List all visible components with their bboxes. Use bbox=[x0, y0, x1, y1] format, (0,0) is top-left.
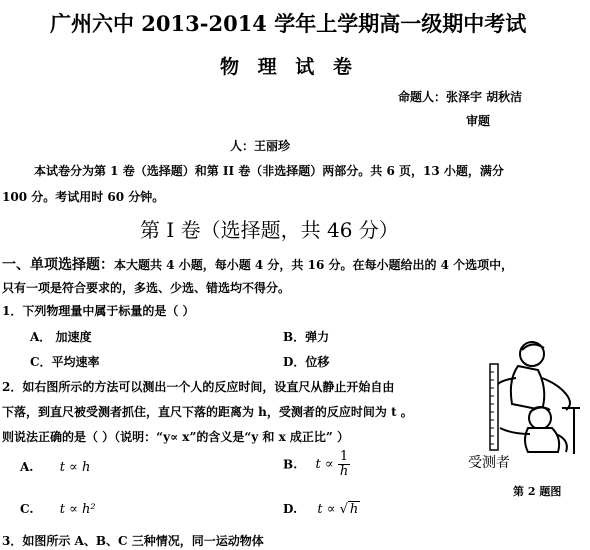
q2-line-3: 则说法正确的是（ ）（说明：“y∝ x”的含义是“y 和 x 成正比” ） bbox=[2, 430, 349, 444]
q2-option-c-label: C. bbox=[20, 502, 34, 516]
tester-body bbox=[511, 366, 544, 410]
ruler bbox=[490, 364, 498, 450]
q1-option-a: A． 加速度 bbox=[30, 330, 92, 344]
q2-option-a-expr: t ∝ h bbox=[59, 460, 91, 475]
q2-option-c-expr: t ∝ h² bbox=[59, 502, 96, 517]
q2-option-b-denominator: h bbox=[339, 464, 349, 480]
section-title: 第 I 卷（选择题，共 46 分） bbox=[140, 218, 399, 242]
q2-option-d-radicand: h bbox=[349, 502, 359, 517]
part1-instructions bbox=[2, 254, 513, 274]
part1-instructions-line2: 只有一项是符合要求的，多选、少选、错选均不得分。 bbox=[2, 281, 291, 295]
reaction-time-figure bbox=[470, 338, 582, 456]
q2-option-b-pre: t ∝ bbox=[315, 457, 334, 473]
figure-caption: 受测者 bbox=[468, 455, 510, 471]
q2-option-c bbox=[20, 502, 96, 517]
part1-rest: 本大题共 4 小题，每小题 4 分，共 16 分。在每小题给出的 4 个选项中， bbox=[114, 258, 514, 272]
figure-label: 第 2 题图 bbox=[513, 485, 562, 498]
q1-option-b: B．弹力 bbox=[283, 330, 330, 344]
q1-option-c: C．平均速率 bbox=[30, 355, 100, 369]
q2-option-d bbox=[283, 502, 360, 517]
reviewer-name: 人：王丽珍 bbox=[230, 139, 291, 153]
q3-stem: 3．如图所示 A、B、C 三种情况，同一运动物体 bbox=[2, 534, 264, 548]
q2-line-2: 下落，到直尺被受测者抓住，直尺下落的距离为 h，受测者的反应时间为 t 。 bbox=[2, 405, 413, 419]
q1-stem: 1．下列物理量中属于标量的是（ ） bbox=[2, 304, 195, 318]
q2-option-b-numerator: 1 bbox=[339, 449, 349, 464]
q2-option-a-label: A. bbox=[20, 460, 34, 474]
q1-option-d: D．位移 bbox=[283, 355, 330, 369]
subject-body bbox=[525, 428, 559, 452]
q2-option-b bbox=[283, 450, 350, 480]
exam-subtitle: 物 理 试 卷 bbox=[220, 56, 358, 78]
exam-title: 广州六中 2013-2014 学年上学期高一级期中考试 bbox=[50, 11, 527, 36]
q2-option-a bbox=[20, 460, 90, 475]
q2-option-b-label: B. bbox=[283, 457, 298, 472]
q2-option-d-label: D. bbox=[283, 502, 298, 516]
part1-lead: 一、单项选择题： bbox=[2, 257, 114, 273]
intro-line-2: 100 分。考试用时 60 分钟。 bbox=[2, 190, 165, 204]
intro-line-1: 本试卷分为第 1 卷（选择题）和第 II 卷（非选择题）两部分。共 6 页，13 小题，满分 bbox=[34, 164, 504, 178]
q2-option-b-fraction bbox=[338, 450, 350, 480]
q2-line-1: 2．如右图所示的方法可以测出一个人的反应时间，设直尺从静止开始自由 bbox=[2, 380, 395, 394]
reviewer-label: 审题 bbox=[466, 114, 491, 128]
q2-option-d-pre: t ∝ √ bbox=[317, 502, 348, 517]
authors-line: 命题人：张泽宇 胡秋洁 bbox=[398, 90, 523, 104]
